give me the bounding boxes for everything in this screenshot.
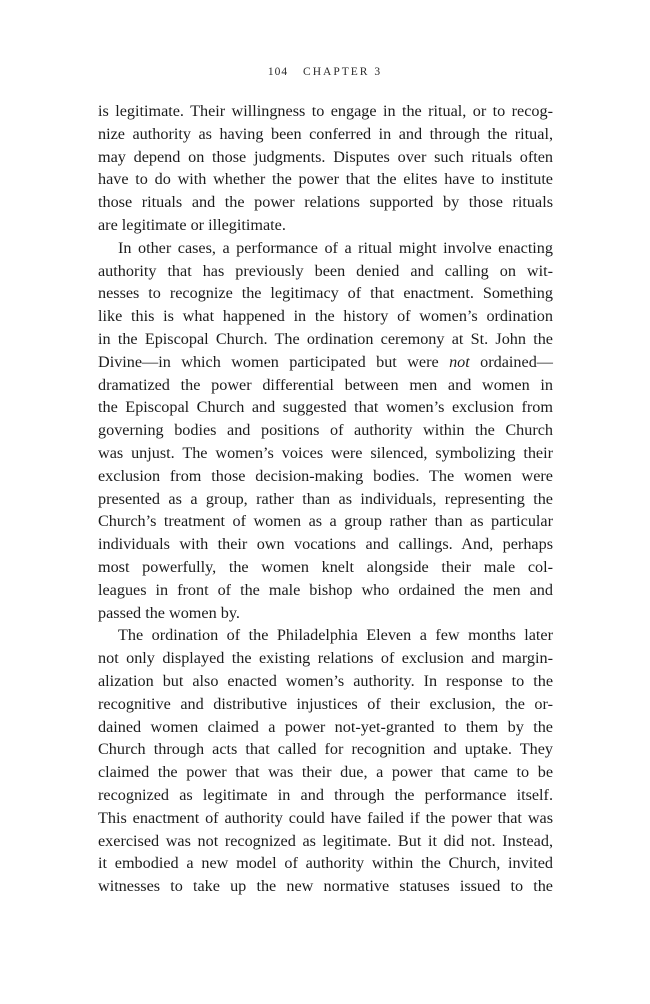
text-fragment: Divine—in which women participated but were: [98, 352, 450, 371]
text-line: the Episcopal Church and suggested that women’s exclusion from: [98, 398, 553, 417]
text-line: witnesses to take up the new normative statuses issued to the: [98, 877, 553, 896]
text-line: recognized as legitimate in and through the performance itself.: [98, 785, 553, 804]
text-line: dained women claimed a power not-yet-granted to them by the: [98, 717, 553, 736]
body-text: [98, 100, 553, 898]
text-line: authority that has previously been denied and calling on wit-: [98, 261, 553, 280]
text-line: Church’s treatment of women as a group rather than as particular: [98, 512, 553, 531]
text-line: The ordination of the Philadelphia Eleven a few months later: [118, 626, 553, 645]
text-line: have to do with whether the power that the elites have to institute: [98, 170, 553, 189]
text-line: In other cases, a performance of a ritual might involve enacting: [118, 238, 553, 257]
text-line: nesses to recognize the legitimacy of that enactment. Something: [98, 284, 553, 303]
text-line: dramatized the power differential between men and women in: [98, 375, 553, 394]
text-line: was unjust. The women’s voices were silenced, symbolizing their: [98, 443, 553, 462]
text-line: governing bodies and positions of authority within the Church: [98, 421, 553, 440]
text-line: [98, 351, 553, 374]
text-line: claimed the power that was their due, a power that came to be: [98, 763, 553, 782]
text-line: most powerfully, the women knelt alongside their male col-: [98, 557, 553, 576]
text-line: may depend on those judgments. Disputes over such rituals often: [98, 147, 553, 166]
text-line: are legitimate or illegitimate.: [98, 215, 286, 234]
text-line: recognitive and distributive injustices of their exclusion, the or-: [98, 694, 553, 713]
text-line: individuals with their own vocations and callings. And, perhaps: [98, 535, 553, 554]
text-line: exclusion from those decision-making bodies. The women were: [98, 466, 553, 485]
page-number: 104: [267, 66, 289, 78]
text-line: it embodied a new model of authority within the Church, invited: [98, 854, 553, 873]
text-line: not only displayed the existing relations of exclusion and margin-: [98, 649, 553, 668]
text-line: presented as a group, rather than as individuals, representing the: [98, 489, 553, 508]
text-line: leagues in front of the male bishop who ordained the men and: [98, 580, 553, 599]
text-fragment: ordained—: [469, 352, 553, 371]
text-line: is legitimate. Their willingness to engage in the ritual, or to recog-: [98, 102, 553, 120]
text-line: exercised was not recognized as legitimate. But it did not. Instead,: [98, 831, 553, 850]
running-head: [0, 66, 650, 78]
text-line: in the Episcopal Church. The ordination ceremony at St. John the: [98, 329, 553, 348]
text-line: like this is what happened in the history of women’s ordination: [98, 307, 553, 326]
text-line: This enactment of authority could have failed if the power that was: [98, 808, 553, 827]
chapter-label: CHAPTER 3: [303, 66, 383, 78]
text-line: nize authority as having been conferred in and through the ritual,: [98, 124, 553, 143]
text-line: Church through acts that called for recognition and uptake. They: [98, 740, 553, 759]
emphasis: not: [449, 352, 470, 371]
text-line: alization but also enacted women’s authority. In response to the: [98, 671, 553, 690]
text-line: passed the women by.: [98, 603, 240, 622]
text-line: those rituals and the power relations supported by those rituals: [98, 193, 553, 212]
